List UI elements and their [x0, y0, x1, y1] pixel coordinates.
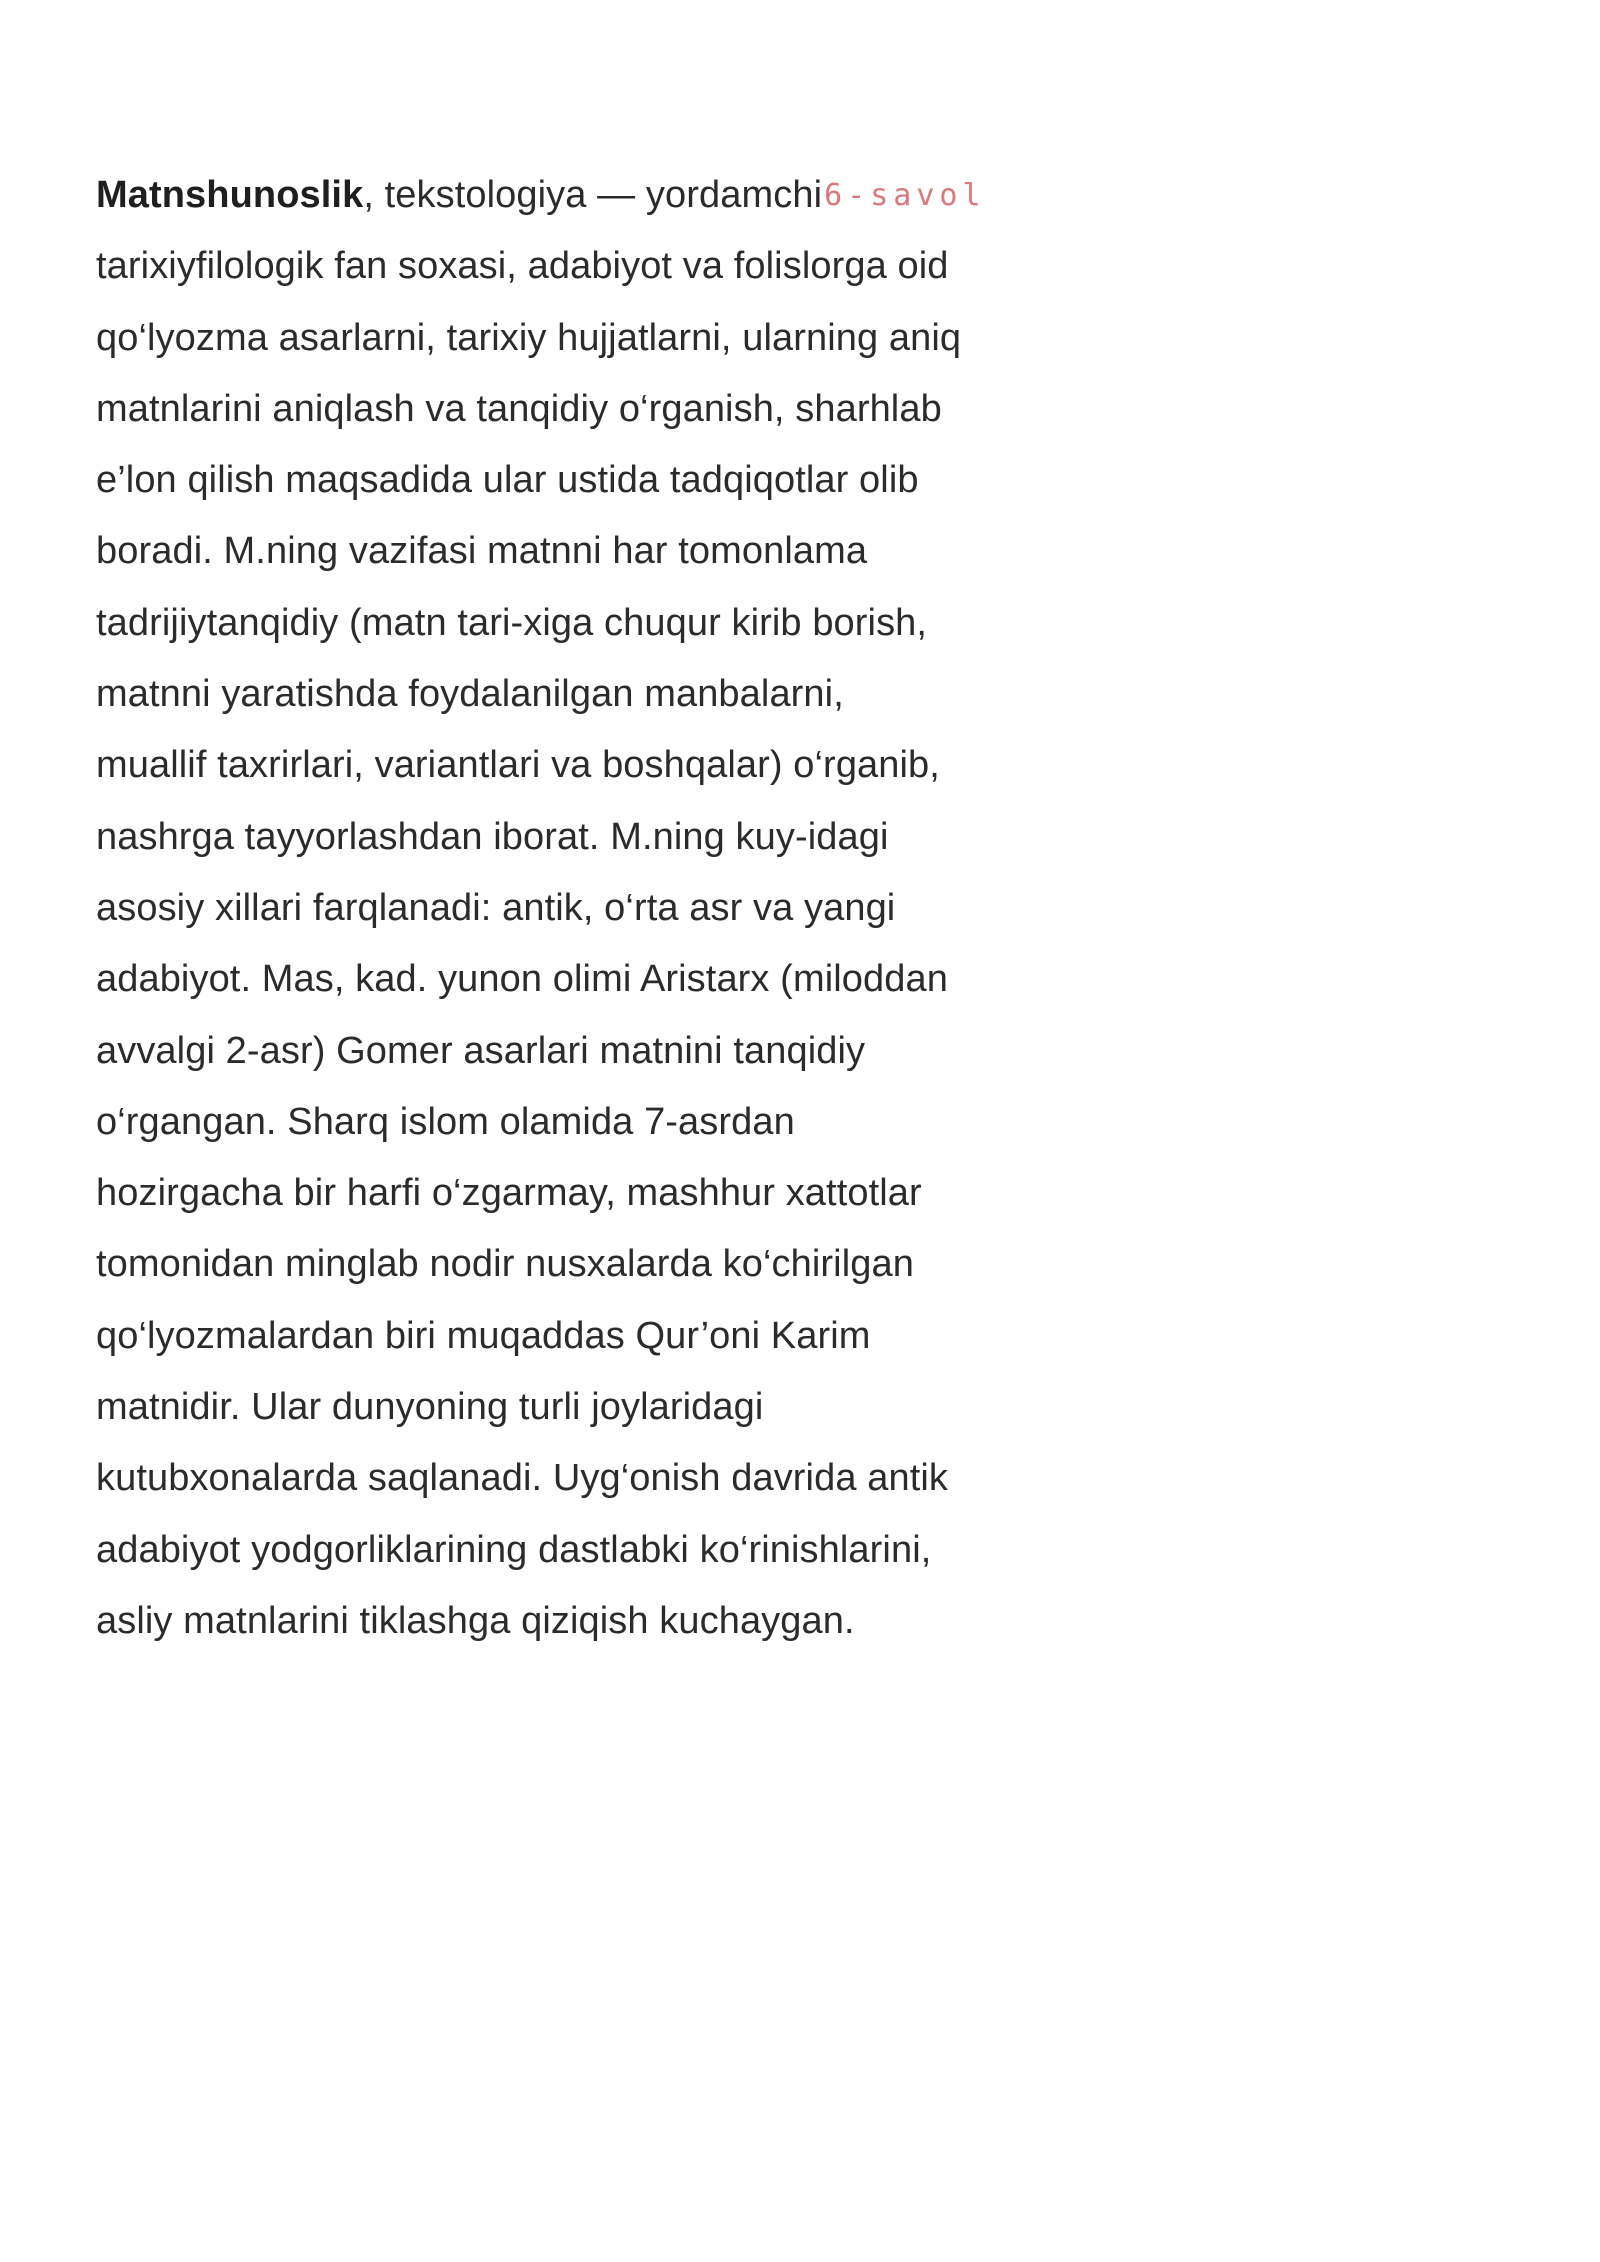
article-line: matnlarini aniqlash va tanqidiy o‘rganish, sharhlab [96, 387, 942, 430]
article-line: matnidir. Ular dunyoning turli joylaridagi [96, 1386, 764, 1429]
article-line: qo‘lyozmalardan biri muqaddas Qur’oni Karim [96, 1314, 871, 1357]
article-line: boradi. M.ning vazifasi matnni har tomonlama [96, 530, 868, 573]
first-line-text: , tekstologiya — yordamchi [363, 174, 823, 216]
article-line: muallif taxrirlari, variantlari va boshqalar) o‘rganib, [96, 744, 940, 787]
article-line: o‘rgangan. Sharq islom olamida 7-asrdan [96, 1100, 795, 1143]
article-line: nashrga tayyorlashdan iborat. M.ning kuy-idagi [96, 815, 889, 858]
article-body [96, 160, 1156, 1657]
article-line: hozirgacha bir harfi o‘zgarmay, mashhur xattotlar [96, 1172, 922, 1215]
article-line: tomonidan minglab nodir nusxalarda ko‘chirilgan [96, 1243, 914, 1286]
article-line: kutubxonalarda saqlanadi. Uyg‘onish davrida antik [96, 1457, 948, 1500]
question-annotation: 6-savol [824, 178, 986, 213]
article-line: tarixiyfilologik fan soxasi, adabiyot va folislorga oid [96, 245, 949, 288]
article-line: asosiy xillari farqlanadi: antik, o‘rta asr va yangi [96, 886, 896, 929]
term-title: Matnshunoslik [96, 174, 364, 216]
article-line: asliy matnlarini tiklashga qiziqish kuchaygan. [96, 1599, 855, 1642]
article-line: tadrijiytanqidiy (matn tari-xiga chuqur kirib borish, [96, 601, 928, 644]
article-line: adabiyot. Mas, kad. yunon olimi Aristarx (miloddan [96, 958, 948, 1001]
article-line: adabiyot yodgorliklarining dastlabki ko‘rinishlarini, [96, 1528, 932, 1571]
article-line: qo‘lyozma asarlarni, tarixiy hujjatlarni, ularning aniq [96, 316, 962, 359]
article-line: avvalgi 2-asr) Gomer asarlari matnini tanqidiy [96, 1029, 866, 1072]
article-line: matnni yaratishda foydalanilgan manbalarni, [96, 673, 844, 716]
article-line: e’lon qilish maqsadida ular ustida tadqiqotlar olib [96, 459, 919, 502]
article-line-1 [96, 160, 1156, 231]
